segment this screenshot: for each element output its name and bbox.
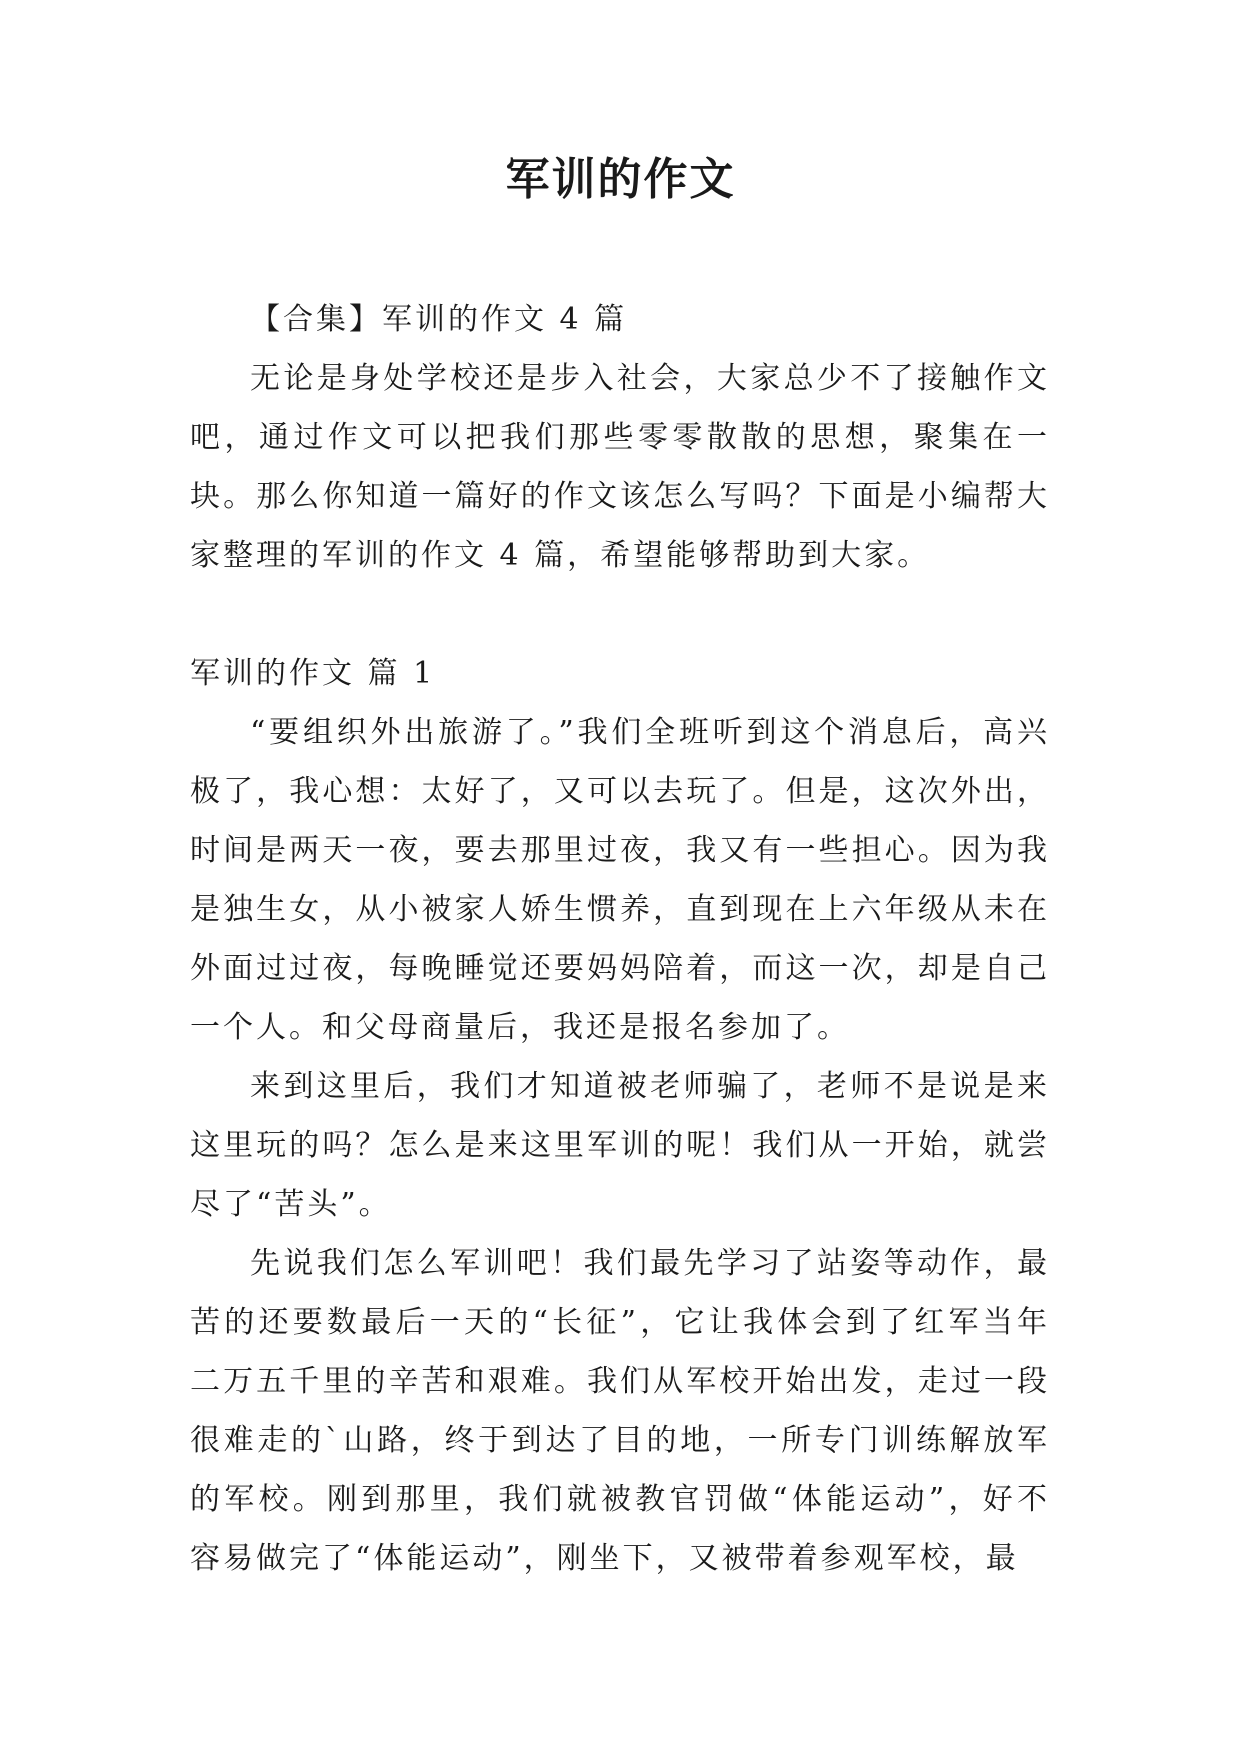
document-title: 军训的作文 <box>505 154 736 205</box>
document-body <box>190 290 1050 1588</box>
collection-line: 【合集】军训的作文 4 篇 <box>250 302 628 337</box>
body-paragraph-2: 来到这里后，我们才知道被老师骗了，老师不是说是来这里玩的吗？怎么是来这里军训的呢！我们从一开始，就尝尽了“苦头”。 <box>190 1069 1050 1222</box>
body-paragraph-3: 先说我们怎么军训吧！我们最先学习了站姿等动作，最苦的还要数最后一天的“长征”，它让我体会到了红军当年二万五千里的辛苦和艰难。我们从军校开始出发，走过一段很难走的`山路，终于到达了目的地，一所专门训练解放军的军校。刚到那里，我们就被教官罚做“体能运动”，好不容易做完了“体能运动”，刚坐下，又被带着参观军校，最 <box>190 1246 1050 1576</box>
intro-paragraph: 无论是身处学校还是步入社会，大家总少不了接触作文吧，通过作文可以把我们那些零零散散的思想，聚集在一块。那么你知道一篇好的作文该怎么写吗？下面是小编帮大家整理的军训的作文 4 篇，希望能够帮助到大家。 <box>190 361 1050 573</box>
body-paragraph-1: “要组织外出旅游了。”我们全班听到这个消息后，高兴极了，我心想：太好了，又可以去玩了。但是，这次外出，时间是两天一夜，要去那里过夜，我又有一些担心。因为我是独生女，从小被家人娇生惯养，直到现在上六年级从未在外面过过夜，每晚睡觉还要妈妈陪着，而这一次，却是自己一个人。和父母商量后，我还是报名参加了。 <box>190 715 1050 1045</box>
section-heading: 军训的作文 篇 1 <box>190 656 436 691</box>
